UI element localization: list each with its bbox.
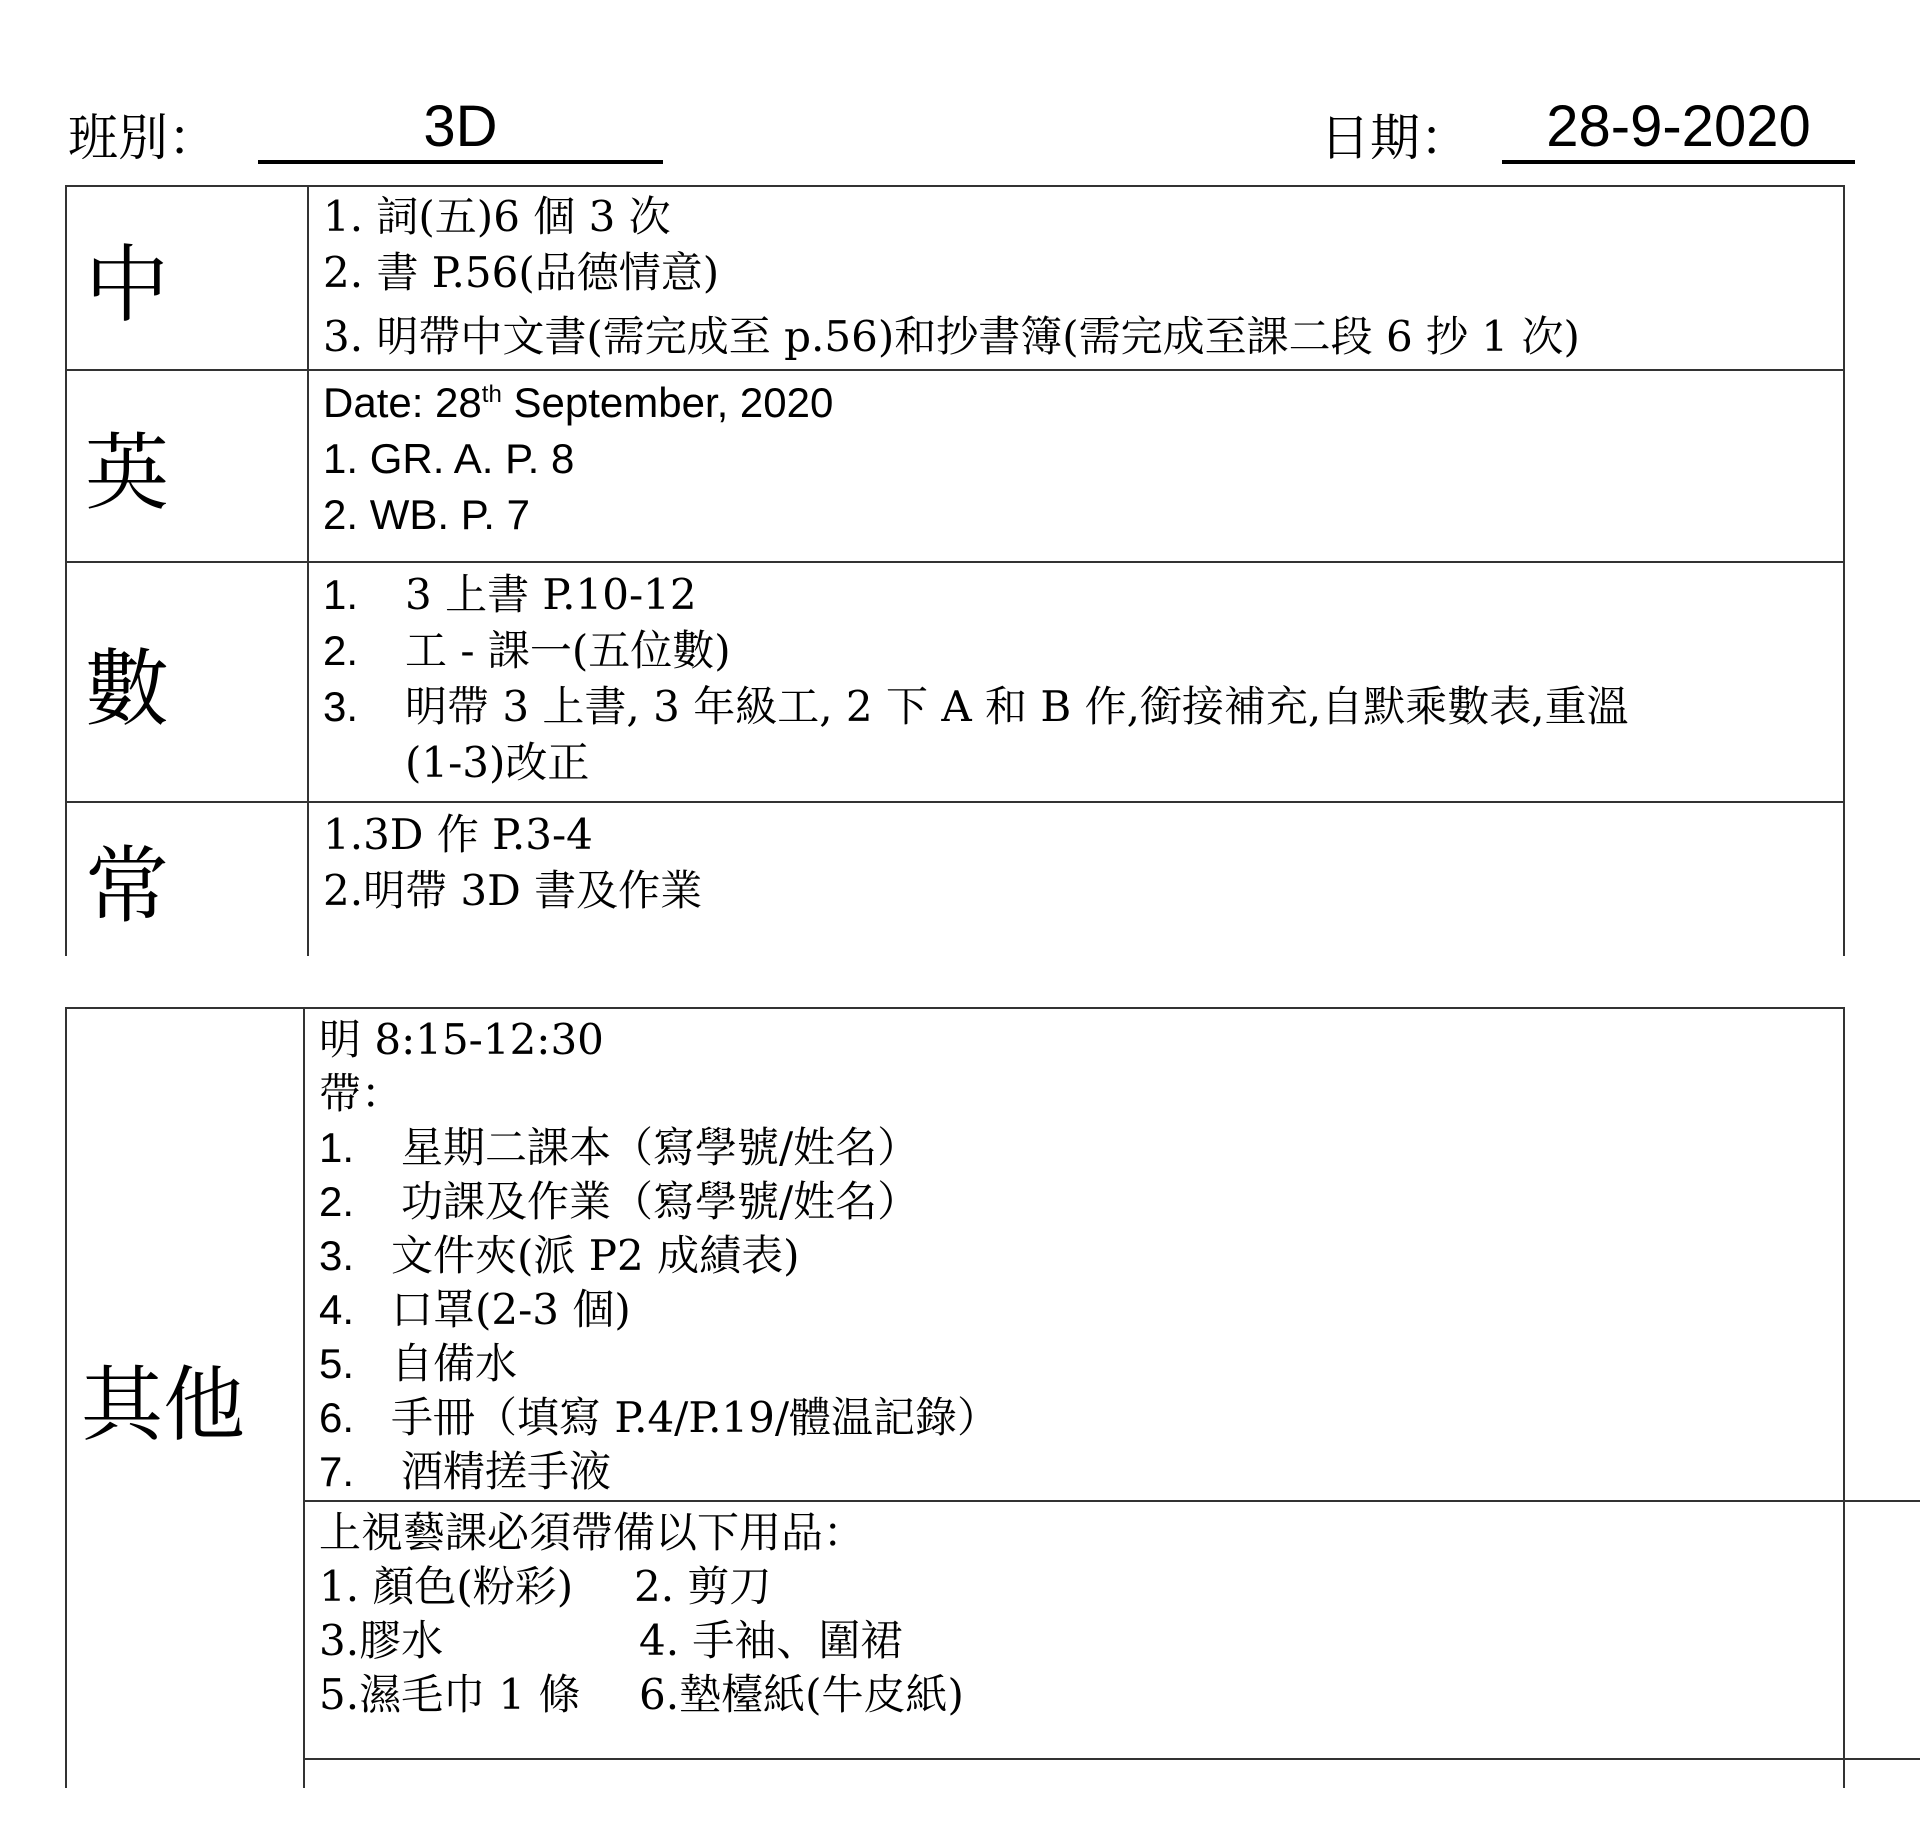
list-item: (1-3)改正	[405, 738, 590, 787]
item-text: 工 - 課一(五位數)	[405, 626, 731, 675]
item-text: 星期二課本（寫學號/姓名）	[401, 1123, 920, 1172]
date-label: 日期：	[1320, 109, 1470, 167]
list-item: 2. 書 P.56(品德情意)	[323, 248, 720, 297]
art-item: 5.濕毛巾 1 條	[319, 1670, 581, 1719]
item-number: 3.	[323, 683, 359, 730]
item-number: 1.	[319, 1124, 355, 1171]
item-text: 功課及作業（寫學號/姓名）	[401, 1177, 920, 1226]
art-item: 1. 顏色(粉彩)	[319, 1562, 574, 1611]
subject-row-english	[66, 370, 1844, 562]
list-item	[319, 1229, 1843, 1283]
date-prefix: Date: 28	[323, 379, 482, 426]
item-number: 5.	[319, 1340, 355, 1387]
list-item	[319, 1337, 1843, 1391]
others-name: 其他	[66, 1008, 304, 1788]
subject-row-math	[66, 562, 1844, 802]
date-suffix: September, 2020	[501, 379, 834, 426]
list-item	[319, 1121, 1843, 1175]
list-item: 1.3D 作 P.3-4	[323, 810, 593, 859]
item-number: 3.	[319, 1232, 355, 1279]
item-number: 6.	[319, 1394, 355, 1441]
list-item	[323, 567, 1843, 623]
art-supplies-box	[303, 1500, 1920, 1760]
item-text: 文件夾(派 P2 成績表)	[391, 1231, 800, 1280]
list-item: 3. 明帶中文書(需完成至 p.56)和抄書簿(需完成至課二段 6 抄 1 次)	[323, 312, 1580, 361]
list-item	[319, 1175, 1843, 1229]
item-text: 明帶 3 上書, 3 年級工, 2 下 A 和 B 作,銜接補充,自默乘數表,重溫	[405, 682, 1629, 731]
item-text: 自備水	[391, 1339, 518, 1388]
item-text: 酒精搓手液	[401, 1447, 612, 1496]
art-item: 6.墊檯紙(牛皮紙)	[639, 1670, 964, 1719]
class-value: 3D	[258, 94, 663, 164]
art-item: 3.膠水	[319, 1616, 444, 1665]
english-date	[323, 375, 1843, 431]
item-text: 口罩(2-3 個)	[391, 1285, 631, 1334]
list-item	[323, 623, 1843, 679]
art-row	[319, 1560, 1920, 1614]
art-item: 2. 剪刀	[634, 1562, 772, 1611]
art-item: 4. 手袖、圍裙	[639, 1616, 903, 1665]
item-number: 2.	[323, 627, 359, 674]
list-item	[319, 1283, 1843, 1337]
subject-row-chinese	[66, 186, 1844, 370]
homework-table	[65, 185, 1845, 956]
item-number: 7.	[319, 1448, 355, 1495]
date-sup: th	[481, 381, 502, 408]
subject-name: 常	[66, 802, 308, 956]
item-number: 1.	[323, 571, 359, 618]
art-title: 上視藝課必須帶備以下用品：	[319, 1508, 866, 1557]
subject-name: 中	[66, 186, 308, 370]
item-text: 手冊（填寫 P.4/P.19/體温記錄）	[391, 1393, 1000, 1442]
list-item	[319, 1391, 1843, 1445]
list-item: 2. WB. P. 7	[323, 491, 530, 538]
list-item: 1. GR. A. P. 8	[323, 435, 575, 482]
class-label: 班別：	[68, 109, 218, 167]
list-item	[323, 679, 1843, 735]
item-number: 2.	[319, 1178, 355, 1225]
date-value: 28-9-2020	[1502, 94, 1855, 164]
time-line: 明 8:15-12:30	[319, 1015, 604, 1064]
bring-label: 帶：	[319, 1069, 404, 1118]
art-row	[319, 1668, 1920, 1722]
list-item: 2.明帶 3D 書及作業	[323, 866, 703, 915]
list-item: 1. 詞(五)6 個 3 次	[323, 192, 671, 241]
subject-name: 數	[66, 562, 308, 802]
item-number: 4.	[319, 1286, 355, 1333]
art-row	[319, 1614, 1920, 1668]
subject-name: 英	[66, 370, 308, 562]
list-item	[319, 1445, 1843, 1499]
subject-row-general	[66, 802, 1844, 956]
item-text: 3 上書 P.10-12	[405, 570, 697, 619]
